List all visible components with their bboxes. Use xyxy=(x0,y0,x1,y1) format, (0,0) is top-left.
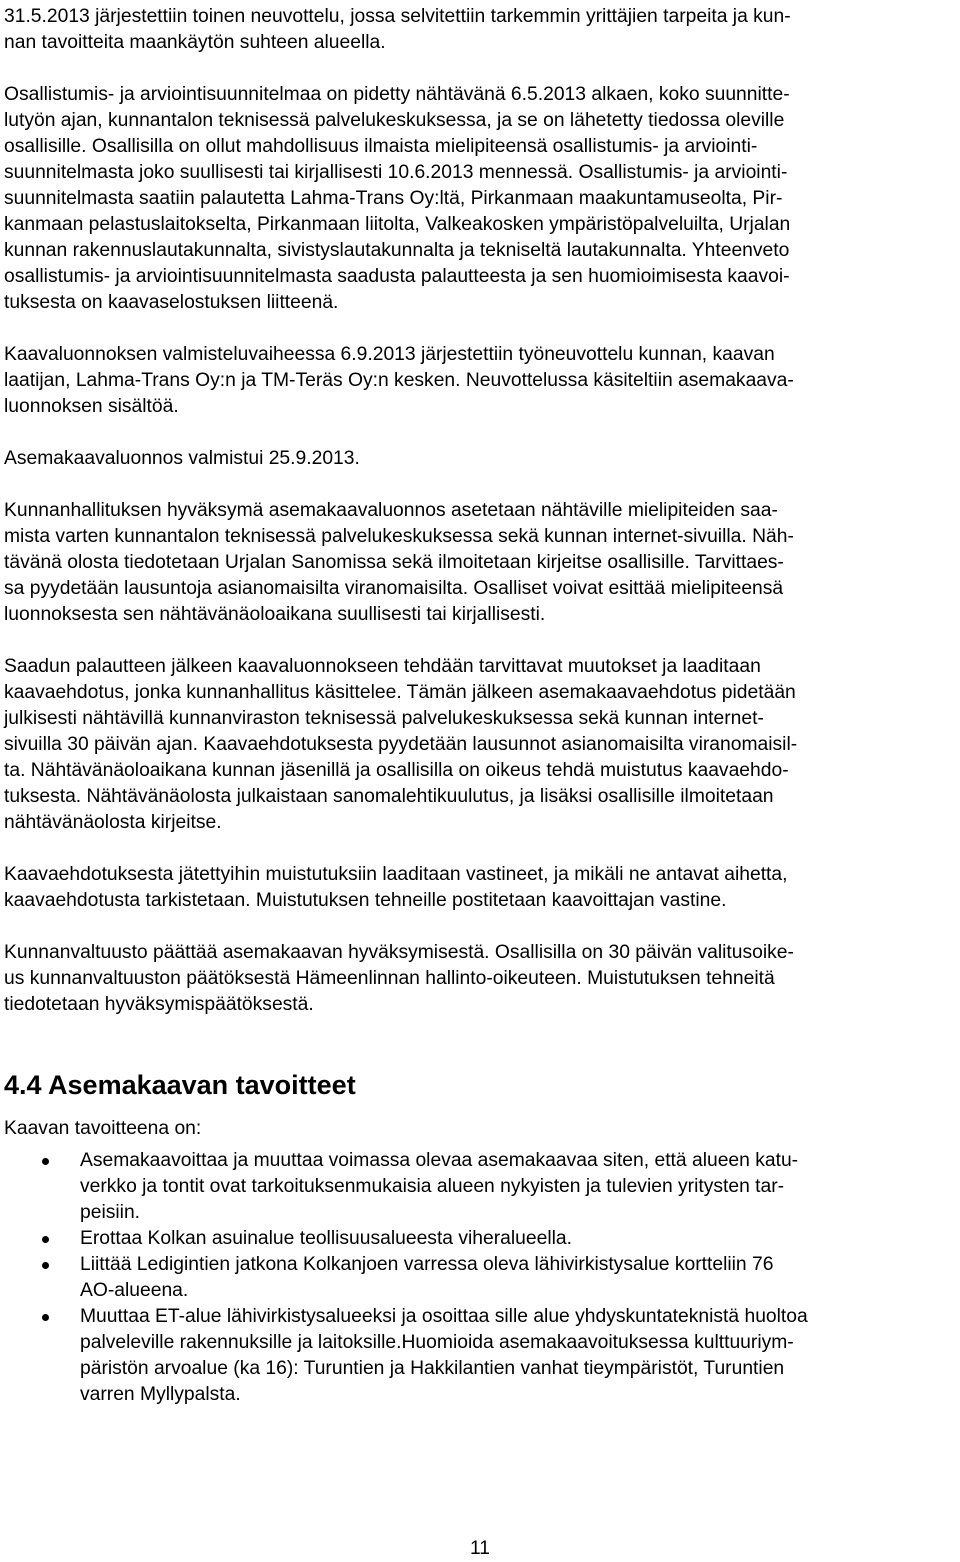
goals-list xyxy=(4,1148,956,1408)
text-line: tuksesta. Nähtävänäolosta julkaistaan sanomalehtikuulutus, ja lisäksi osallisille ilmoitetaan xyxy=(4,786,774,807)
text-line: luonnoksesta sen nähtävänäoloaikana suullisesti tai kirjallisesti. xyxy=(4,604,546,625)
text-line: osallisille. Osallisilla on ollut mahdollisuus ilmaista mielipiteensä osallistumis- ja arviointi- xyxy=(4,136,758,157)
text-line: Osallistumis- ja arviointisuunnitelmaa on pidetty nähtävänä 6.5.2013 alkaen, koko suunnitte- xyxy=(4,84,790,105)
text-line: ta. Nähtävänäoloaikana kunnan jäsenillä ja osallisilla on oikeus tehdä muistutus kaavaehdo- xyxy=(4,760,789,781)
text-line: 31.5.2013 järjestettiin toinen neuvottelu, jossa selvitettiin tarkemmin yrittäjien tarpeita ja kun- xyxy=(4,6,791,27)
section-heading: 4.4 Asemakaavan tavoitteet xyxy=(4,1070,356,1100)
text-line: us kunnanvaltuuston päätöksestä Hämeenlinnan hallinto-oikeuteen. Muistutuksen tehneitä xyxy=(4,968,775,989)
bullet-icon xyxy=(42,1314,49,1321)
paragraph-2 xyxy=(4,82,956,316)
bullet-icon xyxy=(42,1158,49,1165)
text-line: Kunnanvaltuusto päättää asemakaavan hyväksymisestä. Osallisilla on 30 päivän valitusoike- xyxy=(4,942,794,963)
section-intro xyxy=(4,1116,956,1142)
text-line: tiedotetaan hyväksymispäätöksestä. xyxy=(4,994,314,1015)
text-line: kaavaehdotus, jonka kunnanhallitus käsittelee. Tämän jälkeen asemakaavaehdotus pidetään xyxy=(4,682,796,703)
text-line: Kaavaehdotuksesta jätettyihin muistutuksiin laaditaan vastineet, ja mikäli ne antavat aihetta, xyxy=(4,864,788,885)
text-line: varren Myllypalsta. xyxy=(80,1384,241,1405)
paragraph-3 xyxy=(4,342,956,420)
text-line: Asemakaavaluonnos valmistui 25.9.2013. xyxy=(4,448,360,469)
page-number: 11 xyxy=(469,1538,490,1559)
text-line: osallistumis- ja arviointisuunnitelmasta saadusta palautteesta ja sen huomioimisesta kaavoi- xyxy=(4,266,790,287)
text-line: Saadun palautteen jälkeen kaavaluonnokseen tehdään tarvittavat muutokset ja laaditaan xyxy=(4,656,761,677)
text-line: luonnoksen sisältöä. xyxy=(4,396,179,417)
document-page xyxy=(4,0,956,1408)
text-line: kaavaehdotusta tarkistetaan. Muistutuksen tehneille postitetaan kaavoittajan vastine. xyxy=(4,890,727,911)
text-line: Liittää Ledigintien jatkona Kolkanjoen varressa oleva lähivirkistysalue kortteliin 76 xyxy=(80,1254,774,1275)
bullet-icon xyxy=(42,1236,49,1243)
text-line: kanmaan pelastuslaitokselta, Pirkanmaan liitolta, Valkeakosken ympäristöpalveluilta, Urjalan xyxy=(4,214,791,235)
text-line: julkisesti nähtävillä kunnanviraston teknisessä palvelukeskuksessa sekä kunnan internet- xyxy=(4,708,764,729)
text-line: Muuttaa ET-alue lähivirkistysalueeksi ja osoittaa sille alue yhdyskuntateknistä huoltoa xyxy=(80,1306,808,1327)
paragraph-7 xyxy=(4,862,956,914)
text-line: peisiin. xyxy=(80,1202,141,1223)
list-item xyxy=(4,1304,956,1408)
text-line: Kaavan tavoitteena on: xyxy=(4,1118,202,1139)
paragraph-1 xyxy=(4,4,956,56)
text-line: Kaavaluonnoksen valmisteluvaiheessa 6.9.2013 järjestettiin työneuvottelu kunnan, kaavan xyxy=(4,344,775,365)
text-line: suunnitelmasta saatiin palautetta Lahma-Trans Oy:ltä, Pirkanmaan maakuntamuseolta, Pir- xyxy=(4,188,783,209)
text-line: AO-alueena. xyxy=(80,1280,189,1301)
list-item xyxy=(4,1226,956,1252)
paragraph-5 xyxy=(4,498,956,628)
text-line: sivuilla 30 päivän ajan. Kaavaehdotuksesta pyydetään lausunnot asianomaisilta viranomaisil- xyxy=(4,734,798,755)
paragraph-4 xyxy=(4,446,956,472)
text-line: kunnan rakennuslautakunnalta, sivistyslautakunnalta ja tekniseltä lautakunnalta. Yhteenveto xyxy=(4,240,790,261)
text-line: verkko ja tontit ovat tarkoituksenmukaisia alueen nykyisten ja tulevien yritysten tar- xyxy=(80,1176,785,1197)
list-item xyxy=(4,1148,956,1226)
text-line: Erottaa Kolkan asuinalue teollisuusalueesta viheralueella. xyxy=(80,1228,572,1249)
text-line: mista varten kunnantalon teknisessä palvelukeskuksessa sekä kunnan internet-sivuilla. Näh- xyxy=(4,526,794,547)
text-line: Kunnanhallituksen hyväksymä asemakaavaluonnos asetetaan nähtäville mielipiteiden saa- xyxy=(4,500,778,521)
list-item xyxy=(4,1252,956,1304)
paragraph-8 xyxy=(4,940,956,1018)
text-line: palveleville rakennuksille ja laitoksille.Huomioida asemakaavoituksessa kulttuuriym- xyxy=(80,1332,794,1353)
text-line: päristön arvoalue (ka 16): Turuntien ja Hakkilantien vanhat tieympäristöt, Turuntien xyxy=(80,1358,785,1379)
bullet-icon xyxy=(42,1262,49,1269)
text-line: sa pyydetään lausuntoja asianomaisilta viranomaisilta. Osalliset voivat esittää mielipiteensä xyxy=(4,578,784,599)
text-line: tuksesta on kaavaselostuksen liitteenä. xyxy=(4,292,339,313)
text-line: tävänä olosta tiedotetaan Urjalan Sanomissa sekä ilmoitetaan kirjeitse osallisille. Tarvittaes- xyxy=(4,552,784,573)
paragraph-6 xyxy=(4,654,956,836)
text-line: nähtävänäolosta kirjeitse. xyxy=(4,812,222,833)
text-line: Asemakaavoittaa ja muuttaa voimassa olevaa asemakaavaa siten, että alueen katu- xyxy=(80,1150,799,1171)
text-line: suunnitelmasta joko suullisesti tai kirjallisesti 10.6.2013 mennessä. Osallistumis- ja arviointi- xyxy=(4,162,788,183)
text-line: nan tavoitteita maankäytön suhteen alueella. xyxy=(4,32,386,53)
text-line: lutyön ajan, kunnantalon teknisessä palvelukeskuksessa, ja se on lähetetty tiedossa oleville xyxy=(4,110,785,131)
text-line: laatijan, Lahma-Trans Oy:n ja TM-Teräs Oy:n kesken. Neuvottelussa käsiteltiin asemakaava- xyxy=(4,370,794,391)
